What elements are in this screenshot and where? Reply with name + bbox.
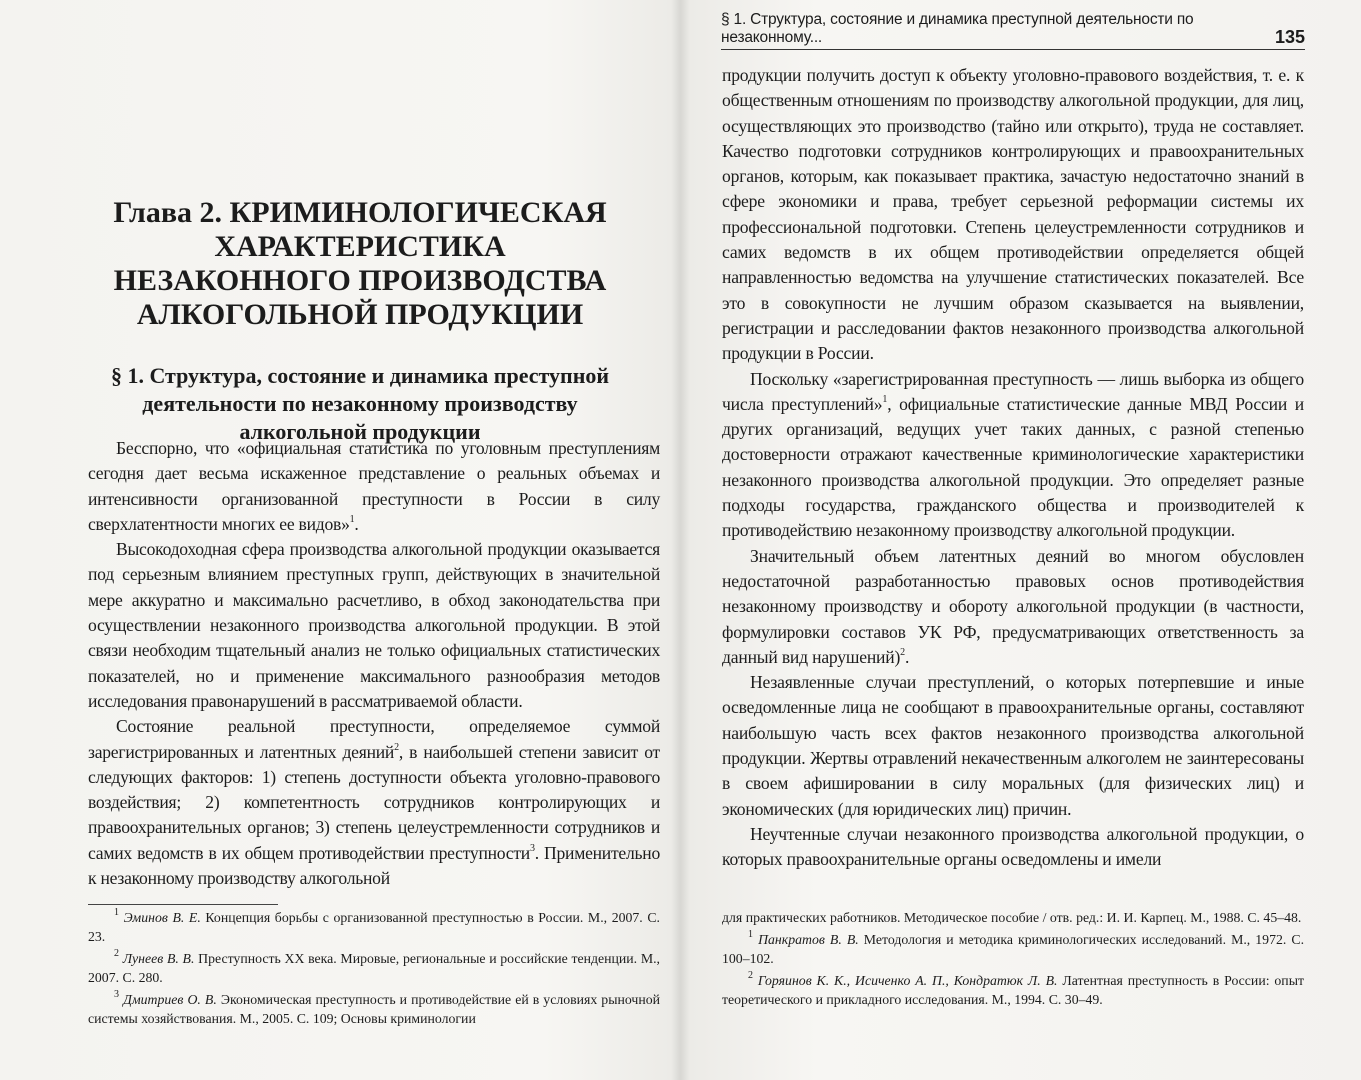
paragraph: продукции получить доступ к объекту уголовно-правового воздействия, т. е. к общественным отношениям по производству алкогольной продукции, для лиц, осуществляющих это производство (тайно или открыто), труда не составляет. Качество подготовки сотрудников контролирующих и правоохранительных органов, которым, как показывает практика, зачастую недостаточно знаний в сфере экономики и права, требует серьезной реформации системы их профессиональной подготовки. Степень целеустремленности сотрудников и самих ведомств в их общем противодействии определяется общей направленностью ведомства на улучшение статистических показателей. Все это в совокупности не лучшим образом сказывается на выявлении, регистрации и расследовании фактов незаконного производства алкогольной продукции в России. (722, 65, 1304, 364)
chapter-title: Глава 2. КРИМИНОЛОГИЧЕСКАЯ ХАРАКТЕРИСТИКА НЕЗАКОННОГО ПРОИЗВОДСТВА АЛКОГОЛЬНОЙ ПРОДУКЦИИ (113, 196, 607, 331)
footnote: $^2$ Лунеев В. В. Преступность XX века. Мировые, региональные и российские тенденции. М., 2007. С. 280. (88, 948, 660, 985)
paragraph: Бесспорно, что «официальная статистика по уголовным преступлениям сегодня дает весьма искаженное представление о реальных объемах и интенсивности организованной преступности в России в силу сверхлатентности многих ее видов»$^1$. (88, 438, 660, 534)
footnote-ref: 2 (900, 646, 905, 658)
paragraph: Поскольку «зарегистрированная преступность — лишь выборка из общего числа преступлений»$^1$, официальные статистические данные МВД России и других организаций, ведущих учет таких данных, с разной степенью достоверности отражают качественные криминологические характеристики незаконного производства алкогольной продукции. Это определяет разные подходы государства, гражданского общества и производителей к противодействию незаконному производству алкогольной продукции. (722, 368, 1304, 541)
section-title: § 1. Структура, состояние и динамика преступной деятельности по незаконному производству алкогольной продукции (110, 363, 610, 444)
paragraph: Значительный объем латентных деяний во многом обусловлен недостаточной разработанностью правовых основ противодействия незаконному производству и обороту алкогольной продукции (в частности, формулировки составов УК РФ, предусматривающих ответственность за данный вид нарушений)$^2$. (722, 545, 1304, 667)
paragraph: Неучтенные случаи незаконного производства алкогольной продукции, о которых правоохранительные органы осведомлены и имели (722, 823, 1304, 870)
footnote-ref: 1 (882, 394, 888, 405)
right-footnotes (722, 908, 1304, 1012)
footnote: $^2$ Горяинов К. К., Исиченко А. П., Кондратюк Л. В. Латентная преступность в России: опыт теоретического и прикладного исследования. М., 1994. С. 30–49. (722, 970, 1304, 1007)
left-body-text (88, 436, 660, 891)
left-footnotes (88, 908, 660, 1031)
paragraph: Незаявленные случаи преступлений, о которых потерпевшие и иные осведомленные лица не сообщают в правоохранительные органы, составляют наибольшую часть всех фактов незаконного производства алкогольной продукции. Жертвы отравлений некачественным алкоголем не заинтересованы в своем афишировании в силу моральных (для физических лиц) и экономических (для юридических лиц) причин. (722, 672, 1304, 819)
footnote: для практических работников. Методическое пособие / отв. ред.: И. И. Карпец. М., 1988. С. 45–48. (722, 910, 1302, 925)
footnote: $^1$ Эминов В. Е. Концепция борьбы с организованной преступностью в России. М., 2007. С. 23. (88, 907, 660, 944)
footnote-ref: 1 (349, 514, 355, 526)
left-page (0, 0, 680, 1080)
paragraph: Состояние реальной преступности, определяемое суммой зарегистрированных и латентных деяний$^2$, в наибольшей степени зависит от следующих факторов: 1) степень доступности объекта уголовно-правового воздействия; 2) компетентность сотрудников контролирующих и правоохранительных органов; 3) степень целеустремленности сотрудников и самих ведомств в их общем противодействии преступности$^3$. Применительно к незаконному производству алкогольной (88, 716, 660, 889)
footnote: $^1$ Панкратов В. В. Методология и методика криминологических исследований. М., 1972. С. 100–102. (722, 929, 1305, 966)
footnote-divider (88, 904, 278, 905)
right-body-text (722, 63, 1304, 873)
right-page (681, 0, 1361, 1080)
page-number: 135 (1274, 27, 1305, 47)
footnote-ref: 3 (529, 842, 535, 854)
paragraph: Высокодоходная сфера производства алкогольной продукции оказывается под серьезным влиянием преступных групп, действующих в значительной мере аккуратно и максимально расчетливо, в обход законодательства при осуществлении незаконного производства алкогольной продукции. В этой связи необходим тщательный анализ не только официальных статистических показателей, но и применение максимального разнообразия методов исследования правонарушений в рассматриваемой области. (88, 539, 660, 711)
footnote-ref: 2 (394, 741, 399, 753)
footnote: $^3$ Дмитриев О. В. Экономическая преступность и противодействие ей в условиях рыночной системы хозяйствования. М., 2005. С. 109; Основы криминологии (88, 989, 661, 1026)
running-head (721, 11, 1305, 50)
running-head-title: § 1. Структура, состояние и динамика преступной деятельности по незаконному... (721, 11, 1194, 46)
